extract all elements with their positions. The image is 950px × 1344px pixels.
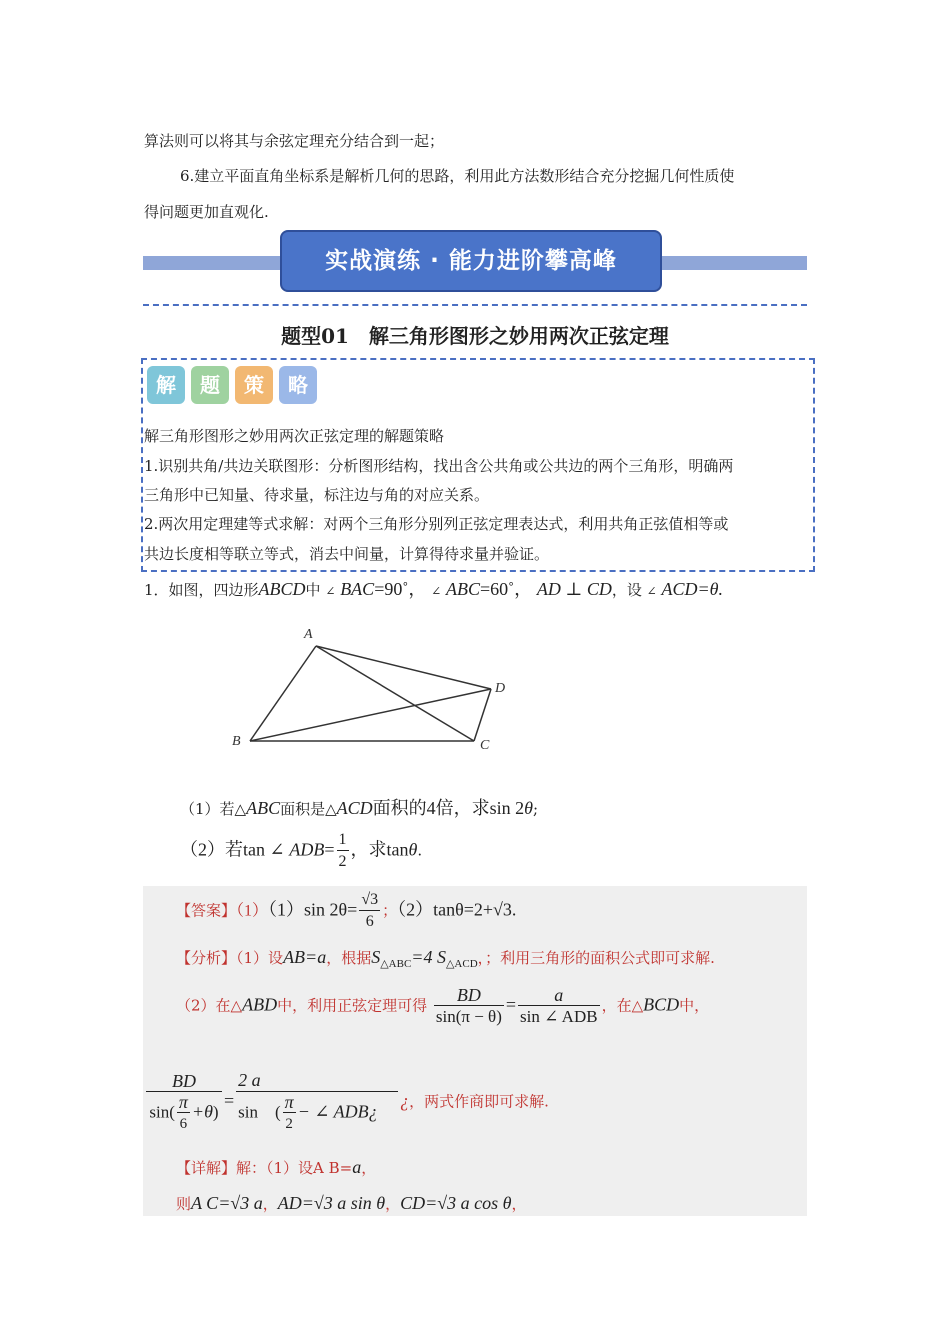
- strategy-tile-4: 略: [279, 366, 317, 404]
- analysis-line-3: BD sin( $\frac{\pi}{6}$ +θ) = 2 a sin ( $\frac{\pi}{2}$ − ∠ ADB¿ ¿，两式作商即可求解.: [144, 1070, 549, 1135]
- strategy-tile-1: 解: [147, 366, 185, 404]
- strategy-heading: 解三角形图形之妙用两次正弦定理的解题策略: [144, 427, 445, 445]
- edge-cd: [474, 689, 491, 741]
- banner-bar-left: [143, 256, 283, 270]
- section-banner: 实战演练 · 能力进阶攀高峰: [280, 230, 662, 292]
- label-d: D: [495, 681, 506, 696]
- strategy-p1a: 1.识别共角/共边关联图形：分析图形结构，找出含公共角或公共边的两个三角形，明确两: [144, 457, 734, 475]
- intro-line-3: 得问题更加直观化.: [144, 203, 269, 221]
- analysis-line-1: 【分析】（1）设AB=a，根据$S_{\triangle ABC}=4$ $S_{\triangle ACD}$，；利用三角形的面积公式即可求解.: [176, 947, 715, 970]
- label-b: B: [232, 734, 241, 749]
- detail-line-2: 则A C=√3 a，AD=√3 a sin θ，CD=√3 a cos θ，: [176, 1193, 527, 1213]
- edge-ab: [250, 646, 316, 741]
- divider: [143, 304, 807, 306]
- answer-line: 【答案】（1）（1）sin 2θ= $\frac{√3}{6}$ ；（2）tanθ=2+√3.: [176, 891, 517, 930]
- label-a: A: [304, 627, 313, 642]
- label-c: C: [480, 738, 490, 753]
- strategy-p1b: 三角形中已知量、待求量，标注边与角的对应关系。: [144, 486, 490, 504]
- edge-ad: [316, 646, 491, 689]
- section-title: 题型01 解三角形图形之妙用两次正弦定理: [281, 324, 669, 348]
- problem-statement: 1．如图，四边形ABCD中 ∠ BAC=90˚， ∠ ABC=60˚， AD ⊥ CD，设 ∠ ACD=θ.: [144, 579, 723, 599]
- banner-bar-right: [660, 256, 807, 270]
- strategy-p2a: 2.两次用定理建等式求解：对两个三角形分别列正弦定理表达式，利用共角正弦值相等或: [144, 515, 729, 533]
- strategy-p2b: 共边长度相等联立等式，消去中间量，计算得待求量并验证。: [144, 545, 550, 563]
- edge-bd: [250, 689, 491, 741]
- quadrilateral-figure: [226, 622, 516, 756]
- strategy-tile-2: 题: [191, 366, 229, 404]
- strategy-tile-3: 策: [235, 366, 273, 404]
- analysis-line-2: （2）在△ABD中，利用正弦定理可得 $\frac{BD}{\sin(\pi - \theta)}$ = $\frac{a}{\text{sin ∠ ADB}}$ ，在△BCD中，: [176, 985, 710, 1026]
- question-2: （2）若tan ∠ ADB= $\frac{1}{2}$ ，求tanθ.: [180, 831, 423, 870]
- intro-line-2: 6.建立平面直角坐标系是解析几何的思路，利用此方法数形结合充分挖掘几何性质使: [180, 167, 735, 185]
- edge-ac: [316, 646, 474, 741]
- intro-line-1: 算法则可以将其与余弦定理充分结合到一起；: [144, 132, 445, 150]
- question-1: （1）若△ABC面积是△ACD面积的4倍，求sin 2θ;: [180, 798, 539, 818]
- detail-line-1: 【详解】解：（1）设A B=a，: [176, 1157, 377, 1177]
